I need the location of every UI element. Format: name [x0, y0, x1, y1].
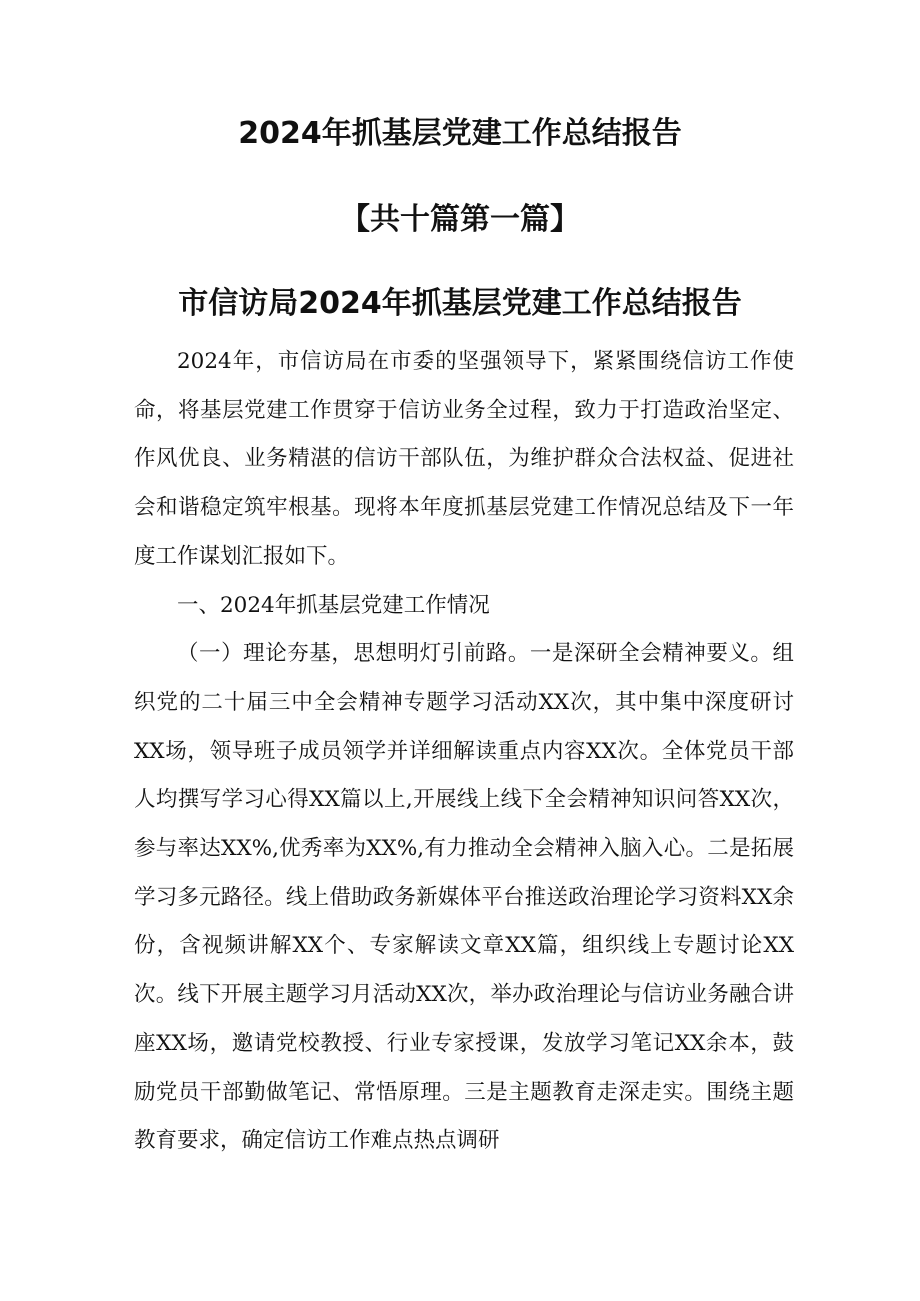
paragraph-theory: （一）理论夯基，思想明灯引前路。一是深研全会精神要义。组织党的二十届三中全会精神专题学习活动XX次，其中集中深度研讨XX场，领导班子成员领学并详细解读重点内容XX次。全体党员干部人均撰写学习心得XX篇以上,开展线上线下全会精神知识问答XX次，参与率达XX%,优秀率为XX%,有力推动全会精神入脑入心。二是拓展学习多元路径。线上借助政务新媒体平台推送政治理论学习资料XX余份，含视频讲解XX个、专家解读文章XX篇，组织线上专题讨论XX次。线下开展主题学习月活动XX次，举办政治理论与信访业务融合讲座XX场，邀请党校教授、行业专家授课，发放学习笔记XX余本，鼓励党员干部勤做笔记、常悟原理。三是主题教育走深走实。围绕主题教育要求，确定信访工作难点热点调研: [134, 641, 794, 1154]
document-subtitle: 【共十篇第一篇】: [340, 202, 580, 237]
document-title: 2024年抓基层党建工作总结报告: [238, 116, 682, 151]
article-title: 市信访局2024年抓基层党建工作总结报告: [178, 286, 742, 321]
section-heading: 一、2024年抓基层党建工作情况: [177, 592, 490, 618]
document-body: [134, 338, 794, 1166]
paragraph-intro: 2024年，市信访局在市委的坚强领导下，紧紧围绕信访工作使命，将基层党建工作贯穿于信访业务全过程，致力于打造政治坚定、作风优良、业务精湛的信访干部队伍，为维护群众合法权益、促进社会和谐稳定筑牢根基。现将本年度抓基层党建工作情况总结及下一年度工作谋划汇报如下。: [134, 349, 794, 569]
